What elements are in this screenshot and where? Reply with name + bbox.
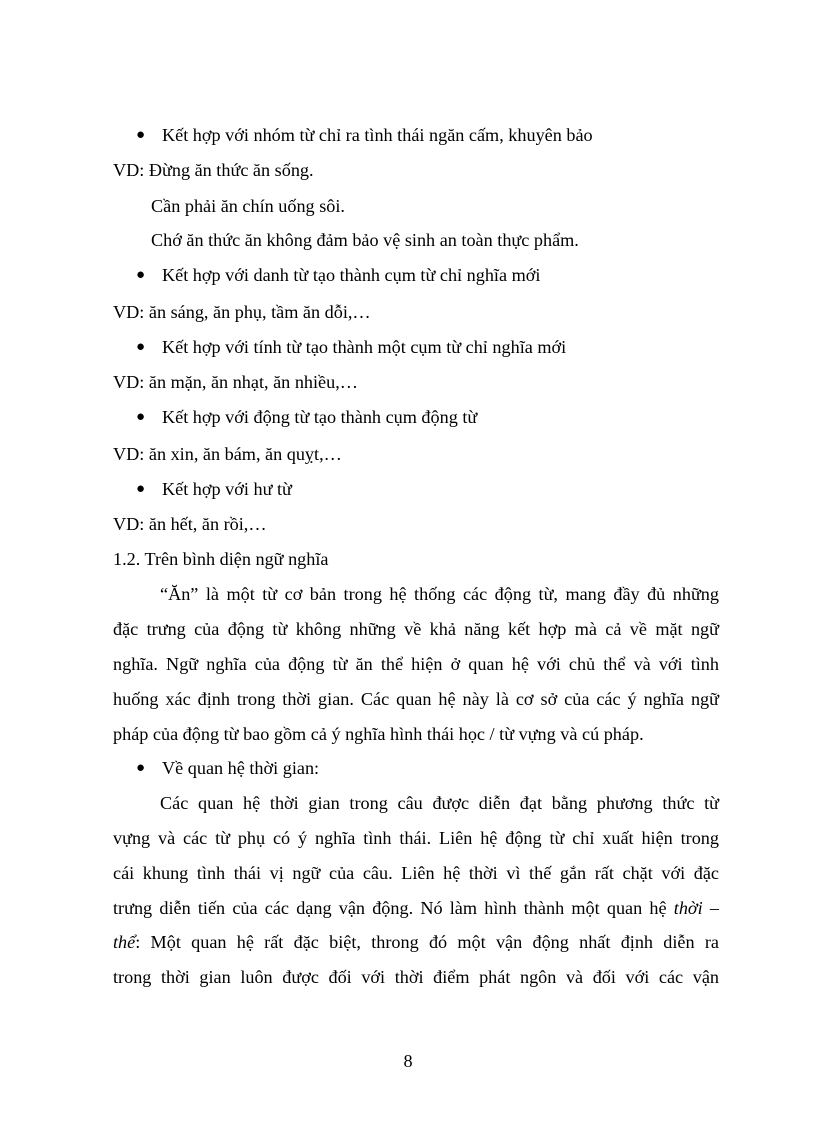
paragraph-text: : Một quan hệ rất đặc biệt, throng đó một vận động nhất định diễn ra xyxy=(135,932,719,952)
italic-term: thời – xyxy=(673,898,719,918)
page-number: 8 xyxy=(403,1051,413,1071)
paragraph-text: trưng diễn tiến của các dạng vận động. Nó làm hình thành một quan hệ xyxy=(113,898,674,918)
example-line: VD: ăn mặn, ăn nhạt, ăn nhiều,… xyxy=(113,372,358,392)
bullet-item: Kết hợp với tính từ tạo thành một cụm từ chỉ nghĩa mới xyxy=(162,337,567,357)
bullet-item: Kết hợp với động từ tạo thành cụm động từ xyxy=(162,407,478,427)
paragraph-line: cái khung tình thái vị ngữ của câu. Liên hệ thời vì thế gắn rất chặt với đặc xyxy=(113,863,719,883)
bullet-icon: ● xyxy=(136,127,146,143)
paragraph-line: “Ăn” là một từ cơ bản trong hệ thống các động từ, mang đầy đủ những xyxy=(160,584,719,604)
italic-term: thể xyxy=(113,932,136,952)
section-heading: 1.2. Trên bình diện ngữ nghĩa xyxy=(113,549,329,569)
example-line: VD: ăn xin, ăn bám, ăn quỵt,… xyxy=(113,444,342,464)
paragraph-line: huống xác định trong thời gian. Các quan hệ này là cơ sở của các ý nghĩa ngữ xyxy=(113,689,719,709)
bullet-item: Kết hợp với hư từ xyxy=(162,479,292,499)
paragraph-line: vựng và các từ phụ có ý nghĩa tình thái. Liên hệ động từ chỉ xuất hiện trong xyxy=(113,828,719,848)
paragraph-line: pháp của động từ bao gồm cả ý nghĩa hình thái học / từ vựng và cú pháp. xyxy=(113,724,644,744)
bullet-item: Kết hợp với nhóm từ chỉ ra tình thái ngăn cấm, khuyên bảo xyxy=(162,125,593,145)
bullet-item: Về quan hệ thời gian: xyxy=(162,758,320,778)
bullet-icon: ● xyxy=(136,339,146,355)
bullet-icon: ● xyxy=(136,409,146,425)
paragraph-line: trong thời gian luôn được đối với thời điểm phát ngôn và đối với các vận xyxy=(113,967,719,987)
paragraph-line: đặc trưng của động từ không những về khả năng kết hợp mà cả về mặt ngữ xyxy=(113,619,719,639)
example-line: VD: ăn sáng, ăn phụ, tầm ăn dỗi,… xyxy=(113,302,371,322)
paragraph-line: Các quan hệ thời gian trong câu được diễn đạt bằng phương thức từ xyxy=(160,793,719,813)
bullet-icon: ● xyxy=(136,267,146,283)
bullet-item: Kết hợp với danh từ tạo thành cụm từ chỉ nghĩa mới xyxy=(162,265,541,285)
example-line: VD: ăn hết, ăn rồi,… xyxy=(113,514,267,534)
paragraph-line xyxy=(113,897,719,919)
example-line: VD: Đừng ăn thức ăn sống. xyxy=(113,160,314,180)
paragraph-line: nghĩa. Ngữ nghĩa của động từ ăn thể hiện ở quan hệ với chủ thể và với tình xyxy=(113,654,719,674)
paragraph-line xyxy=(113,931,719,953)
bullet-icon: ● xyxy=(136,760,146,776)
bullet-icon: ● xyxy=(136,481,146,497)
example-line: Chớ ăn thức ăn không đảm bảo vệ sinh an toàn thực phẩm. xyxy=(151,230,579,250)
example-line: Cần phải ăn chín uống sôi. xyxy=(151,196,345,216)
